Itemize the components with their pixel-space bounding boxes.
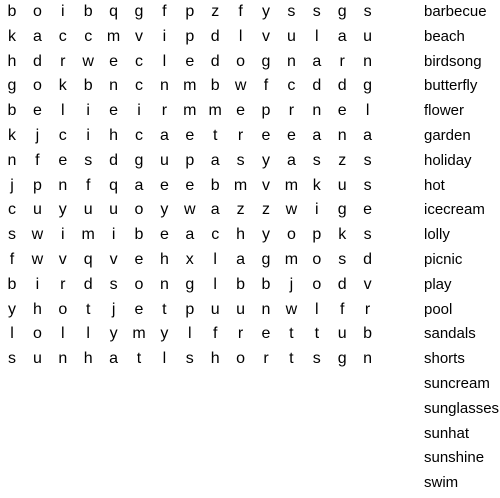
grid-cell[interactable]: c <box>135 77 143 95</box>
grid-cell[interactable]: m <box>106 27 121 45</box>
grid-cell[interactable]: m <box>132 325 146 343</box>
grid-cell[interactable]: n <box>58 176 68 194</box>
grid-cell[interactable]: t <box>314 325 320 343</box>
grid-cell[interactable]: e <box>109 102 119 120</box>
grid-cell[interactable]: u <box>337 325 347 343</box>
grid-cell[interactable]: l <box>365 102 370 120</box>
grid-cell[interactable]: g <box>7 77 17 95</box>
grid-cell[interactable]: g <box>261 52 271 70</box>
grid-cell[interactable]: j <box>10 176 14 194</box>
grid-cell[interactable]: o <box>286 226 296 244</box>
word-list-item: birdsong <box>424 52 482 70</box>
grid-cell[interactable]: d <box>210 52 220 70</box>
word-list-item: icecream <box>424 201 485 219</box>
grid-cell[interactable]: t <box>289 350 294 368</box>
grid-cell[interactable]: b <box>134 226 144 244</box>
grid-cell[interactable]: r <box>339 52 345 70</box>
grid-cell[interactable]: s <box>363 151 372 169</box>
grid-cell[interactable]: x <box>185 251 194 268</box>
word-list-item: play <box>424 275 452 293</box>
grid-cell[interactable]: i <box>162 27 167 45</box>
grid-cell[interactable]: v <box>109 251 118 268</box>
grid-cell[interactable]: a <box>32 27 42 45</box>
grid-cell[interactable]: b <box>7 3 17 20</box>
grid-cell[interactable]: h <box>210 350 220 368</box>
grid-cell[interactable]: n <box>286 52 296 70</box>
grid-cell[interactable]: p <box>185 27 195 45</box>
grid-cell[interactable]: s <box>363 226 372 244</box>
grid-cell[interactable]: p <box>32 176 42 194</box>
grid-cell[interactable]: a <box>312 52 322 70</box>
word-list-item: sunhat <box>424 424 470 442</box>
word-list-item: beach <box>424 27 465 45</box>
grid-cell[interactable]: v <box>135 27 143 45</box>
grid-cell[interactable]: o <box>32 3 42 20</box>
grid-cell[interactable]: d <box>363 251 373 268</box>
grid-cell[interactable]: s <box>312 350 321 368</box>
grid-cell[interactable]: l <box>162 350 167 368</box>
grid-cell[interactable]: l <box>315 27 319 45</box>
grid-cell[interactable]: u <box>32 350 42 368</box>
grid-cell[interactable]: p <box>185 151 195 169</box>
grid-cell[interactable]: e <box>185 176 195 194</box>
grid-cell[interactable]: e <box>337 102 347 120</box>
grid-cell[interactable]: o <box>312 251 322 268</box>
grid-cell[interactable]: b <box>261 275 271 293</box>
grid-cell[interactable]: t <box>162 300 167 318</box>
grid-cell[interactable]: u <box>337 176 347 194</box>
word-list-item: garden <box>424 126 471 144</box>
grid-cell[interactable]: a <box>236 251 246 268</box>
grid-cell[interactable]: e <box>261 127 271 144</box>
grid-cell[interactable]: r <box>60 52 66 70</box>
grid-cell[interactable]: d <box>337 77 347 95</box>
grid-cell[interactable]: c <box>287 77 296 95</box>
grid-cell[interactable]: j <box>111 300 116 318</box>
grid-cell[interactable]: i <box>61 226 65 244</box>
grid-cell[interactable]: a <box>109 350 119 368</box>
grid-cell[interactable]: s <box>287 3 296 20</box>
grid-row <box>0 50 380 75</box>
grid-cell[interactable]: s <box>109 275 118 293</box>
grid-cell[interactable]: b <box>83 3 93 20</box>
grid-cell[interactable]: l <box>238 27 243 45</box>
word-list-item: pool <box>424 300 453 318</box>
grid-cell[interactable]: t <box>136 350 142 368</box>
grid-cell[interactable]: d <box>337 275 347 293</box>
grid-row <box>0 347 380 372</box>
grid-cell[interactable]: e <box>109 52 119 70</box>
grid-cell[interactable]: s <box>338 251 347 268</box>
grid-cell[interactable]: q <box>109 3 119 20</box>
grid-cell[interactable]: w <box>285 201 298 219</box>
grid-cell[interactable]: l <box>162 52 167 70</box>
grid-cell[interactable]: b <box>363 325 373 343</box>
grid-cell[interactable]: v <box>58 251 67 268</box>
grid-cell[interactable]: e <box>58 151 68 169</box>
grid-cell[interactable]: u <box>236 300 246 318</box>
grid-cell[interactable]: o <box>58 300 68 318</box>
grid-row <box>0 223 380 248</box>
grid-cell[interactable]: e <box>185 52 195 70</box>
grid-cell[interactable]: a <box>363 127 373 144</box>
grid-cell[interactable]: a <box>134 176 144 194</box>
grid-cell[interactable]: w <box>31 251 44 268</box>
grid-cell[interactable]: z <box>236 201 245 219</box>
word-list <box>424 0 500 496</box>
grid-cell[interactable]: b <box>7 275 17 293</box>
grid-cell[interactable]: c <box>211 226 220 244</box>
grid-cell[interactable]: g <box>134 3 144 20</box>
grid-cell[interactable]: i <box>35 275 40 293</box>
grid-cell[interactable]: i <box>61 3 65 20</box>
grid-cell[interactable]: d <box>83 275 93 293</box>
grid-cell[interactable]: y <box>160 325 169 343</box>
grid-cell[interactable]: y <box>8 300 16 318</box>
grid-cell[interactable]: c <box>58 127 67 144</box>
grid-cell[interactable]: f <box>9 251 15 268</box>
grid-cell[interactable]: n <box>337 127 347 144</box>
grid-cell[interactable]: z <box>338 151 347 169</box>
grid-cell[interactable]: g <box>337 350 347 368</box>
grid-cell[interactable]: i <box>86 102 90 120</box>
grid-cell[interactable]: a <box>286 151 296 169</box>
grid-cell[interactable]: o <box>134 275 144 293</box>
grid-cell[interactable]: u <box>363 27 373 45</box>
grid-cell[interactable]: f <box>35 151 40 169</box>
grid-cell[interactable]: n <box>58 350 68 368</box>
grid-cell[interactable]: g <box>134 151 144 169</box>
grid-cell[interactable]: e <box>159 176 169 194</box>
grid-cell[interactable]: w <box>184 201 196 219</box>
grid-cell[interactable]: s <box>312 3 321 20</box>
word-list-item: hot <box>424 176 445 194</box>
grid-row <box>0 298 380 323</box>
grid-cell[interactable]: l <box>61 102 65 120</box>
grid-cell[interactable]: u <box>159 151 169 169</box>
grid-cell[interactable]: o <box>236 350 246 368</box>
grid-cell[interactable]: z <box>211 3 220 20</box>
grid-row <box>0 124 380 149</box>
grid-cell[interactable]: l <box>315 300 319 318</box>
grid-cell[interactable]: s <box>363 3 372 20</box>
grid-cell[interactable]: v <box>262 27 270 45</box>
grid-cell[interactable]: k <box>8 127 16 144</box>
grid-cell[interactable]: g <box>337 3 347 20</box>
grid-row <box>0 0 380 25</box>
grid-cell[interactable]: a <box>210 151 220 169</box>
grid-cell[interactable]: y <box>262 226 270 244</box>
grid-cell[interactable]: r <box>237 127 244 144</box>
grid-cell[interactable]: f <box>162 3 167 20</box>
grid-cell[interactable]: t <box>85 300 91 318</box>
grid-cell[interactable]: p <box>312 226 322 244</box>
grid-cell[interactable]: k <box>58 77 67 95</box>
grid-cell[interactable]: c <box>84 27 93 45</box>
grid-cell[interactable]: u <box>210 300 220 318</box>
grid-cell[interactable]: d <box>109 151 119 169</box>
grid-cell[interactable]: w <box>31 226 44 244</box>
grid-cell[interactable]: n <box>363 52 373 70</box>
grid-row <box>0 322 380 347</box>
grid-cell[interactable]: e <box>159 226 169 244</box>
grid-cell[interactable]: e <box>134 251 144 268</box>
grid-row <box>0 248 380 273</box>
grid-cell[interactable]: e <box>363 201 373 219</box>
grid-cell[interactable]: y <box>262 151 270 169</box>
grid-cell[interactable]: n <box>7 151 17 169</box>
grid-cell[interactable]: m <box>81 226 95 244</box>
grid-cell[interactable]: m <box>284 251 299 268</box>
grid-cell[interactable]: i <box>137 102 141 120</box>
grid-cell[interactable]: m <box>233 176 248 194</box>
word-list-item: flower <box>424 102 465 120</box>
grid-cell[interactable]: n <box>363 350 373 368</box>
grid-cell[interactable]: u <box>83 201 93 219</box>
word-list-item: barbecue <box>424 3 487 20</box>
word-list-item: sunshine <box>424 449 485 467</box>
grid-cell[interactable]: y <box>58 201 67 219</box>
grid-cell[interactable]: h <box>83 350 93 368</box>
grid-cell[interactable]: y <box>109 325 118 343</box>
grid-cell[interactable]: n <box>261 300 271 318</box>
grid-row <box>0 99 380 124</box>
grid-cell[interactable]: h <box>7 52 17 70</box>
grid-cell[interactable]: w <box>285 300 298 318</box>
grid-cell[interactable]: q <box>109 176 119 194</box>
grid-cell[interactable]: i <box>315 201 319 219</box>
grid-cell[interactable]: q <box>83 251 93 268</box>
grid-cell[interactable]: v <box>262 176 270 194</box>
grid-cell[interactable]: p <box>185 3 195 20</box>
grid-cell[interactable]: s <box>363 176 372 194</box>
grid-cell[interactable]: n <box>159 77 169 95</box>
grid-cell[interactable]: k <box>8 27 16 45</box>
grid-cell[interactable]: o <box>32 325 42 343</box>
word-list-item: butterfly <box>424 77 478 95</box>
grid-cell[interactable]: h <box>236 226 246 244</box>
grid-cell[interactable]: n <box>109 77 119 95</box>
word-list-item: holiday <box>424 151 472 169</box>
grid-cell[interactable]: m <box>284 176 299 194</box>
grid-cell[interactable]: b <box>210 77 220 95</box>
grid-row <box>0 25 380 50</box>
grid-cell[interactable]: u <box>32 201 42 219</box>
grid-cell[interactable]: l <box>213 275 217 293</box>
grid-cell[interactable]: b <box>210 176 220 194</box>
grid-cell[interactable]: l <box>213 251 217 268</box>
grid-cell[interactable]: s <box>236 151 245 169</box>
grid-cell[interactable]: e <box>236 102 246 120</box>
grid-cell[interactable]: r <box>60 275 66 293</box>
grid-cell[interactable]: g <box>185 275 195 293</box>
grid-cell[interactable]: j <box>289 275 294 293</box>
grid-row <box>0 74 380 99</box>
grid-cell[interactable]: d <box>32 52 42 70</box>
grid-cell[interactable]: f <box>238 3 243 20</box>
grid-cell[interactable]: b <box>236 275 246 293</box>
grid-cell[interactable]: g <box>363 77 373 95</box>
grid-cell[interactable]: c <box>58 27 67 45</box>
grid-cell[interactable]: o <box>32 77 42 95</box>
grid-cell[interactable]: r <box>288 102 295 120</box>
grid-cell[interactable]: f <box>339 300 345 318</box>
grid-cell[interactable]: g <box>261 251 271 268</box>
grid-cell[interactable]: n <box>159 275 169 293</box>
word-list-item: picnic <box>424 250 463 268</box>
grid-cell[interactable]: c <box>8 201 16 219</box>
grid-cell[interactable]: d <box>210 27 220 45</box>
grid-row <box>0 198 380 223</box>
grid-cell[interactable]: e <box>261 325 271 343</box>
word-list-item: suncream <box>424 374 490 392</box>
grid-cell[interactable]: s <box>312 151 321 169</box>
grid-row <box>0 273 380 298</box>
grid-cell[interactable]: y <box>160 201 169 219</box>
grid-cell[interactable]: t <box>212 127 218 144</box>
grid-cell[interactable]: k <box>312 176 321 194</box>
grid-cell[interactable]: y <box>262 3 270 20</box>
grid-cell[interactable]: f <box>263 77 269 95</box>
grid-cell[interactable]: h <box>109 127 119 144</box>
grid-cell[interactable]: c <box>135 127 143 144</box>
grid-cell[interactable]: m <box>208 102 222 120</box>
grid-cell[interactable]: a <box>159 127 169 144</box>
grid-cell[interactable]: s <box>185 350 194 368</box>
grid-cell[interactable]: e <box>32 102 42 120</box>
grid-row <box>0 149 380 174</box>
grid-cell[interactable]: b <box>83 77 93 95</box>
grid-cell[interactable]: i <box>111 226 116 244</box>
grid-cell[interactable]: o <box>312 275 322 293</box>
grid-cell[interactable]: k <box>338 226 347 244</box>
grid-cell[interactable]: r <box>263 350 269 368</box>
grid-cell[interactable]: j <box>35 127 40 144</box>
grid-cell[interactable]: u <box>109 201 119 219</box>
grid-cell[interactable]: s <box>8 350 16 368</box>
word-list-item: sunglasses <box>424 399 500 417</box>
grid-cell[interactable]: t <box>289 325 294 343</box>
grid-cell[interactable]: s <box>8 226 16 244</box>
grid-cell[interactable]: i <box>86 127 90 144</box>
grid-cell[interactable]: m <box>183 102 197 120</box>
grid-cell[interactable]: a <box>337 27 347 45</box>
word-list-item: sandals <box>424 325 476 343</box>
grid-cell[interactable]: z <box>262 201 270 219</box>
grid-cell[interactable]: e <box>134 300 144 318</box>
grid-cell[interactable]: w <box>82 52 94 70</box>
grid-cell[interactable]: f <box>212 325 218 343</box>
grid-cell[interactable]: e <box>185 127 195 144</box>
grid-cell[interactable]: p <box>185 300 195 318</box>
grid-cell[interactable]: o <box>236 52 246 70</box>
grid-cell[interactable]: c <box>135 52 143 70</box>
grid-cell[interactable]: a <box>312 127 322 144</box>
grid-cell[interactable]: v <box>363 275 372 293</box>
word-list-item: lolly <box>424 226 450 244</box>
grid-cell[interactable]: n <box>312 102 322 120</box>
grid-cell[interactable]: a <box>185 226 195 244</box>
grid-cell[interactable]: l <box>61 325 65 343</box>
word-list-item: swim <box>424 474 459 492</box>
grid-cell[interactable]: h <box>159 251 169 268</box>
grid-cell[interactable]: r <box>364 300 371 318</box>
grid-cell[interactable]: h <box>32 300 42 318</box>
grid-cell[interactable]: l <box>188 325 192 343</box>
grid-cell[interactable]: l <box>86 325 90 343</box>
grid-cell[interactable]: r <box>161 102 168 120</box>
grid-cell[interactable]: p <box>261 102 271 120</box>
grid-cell[interactable]: u <box>286 27 296 45</box>
word-list-item: shorts <box>424 350 465 368</box>
grid-cell[interactable]: e <box>286 127 296 144</box>
grid-cell[interactable]: b <box>7 102 17 120</box>
grid-cell[interactable]: w <box>234 77 247 95</box>
grid-row <box>0 174 380 199</box>
grid-cell[interactable]: m <box>183 77 197 95</box>
grid-cell[interactable]: s <box>84 151 93 169</box>
grid-cell[interactable]: f <box>85 176 91 194</box>
grid-cell[interactable]: a <box>210 201 220 219</box>
grid-cell[interactable]: r <box>237 325 244 343</box>
grid-cell[interactable]: g <box>337 201 347 219</box>
grid-cell[interactable]: o <box>134 201 144 219</box>
grid-cell[interactable]: d <box>312 77 322 95</box>
grid-cell[interactable]: l <box>10 325 14 343</box>
